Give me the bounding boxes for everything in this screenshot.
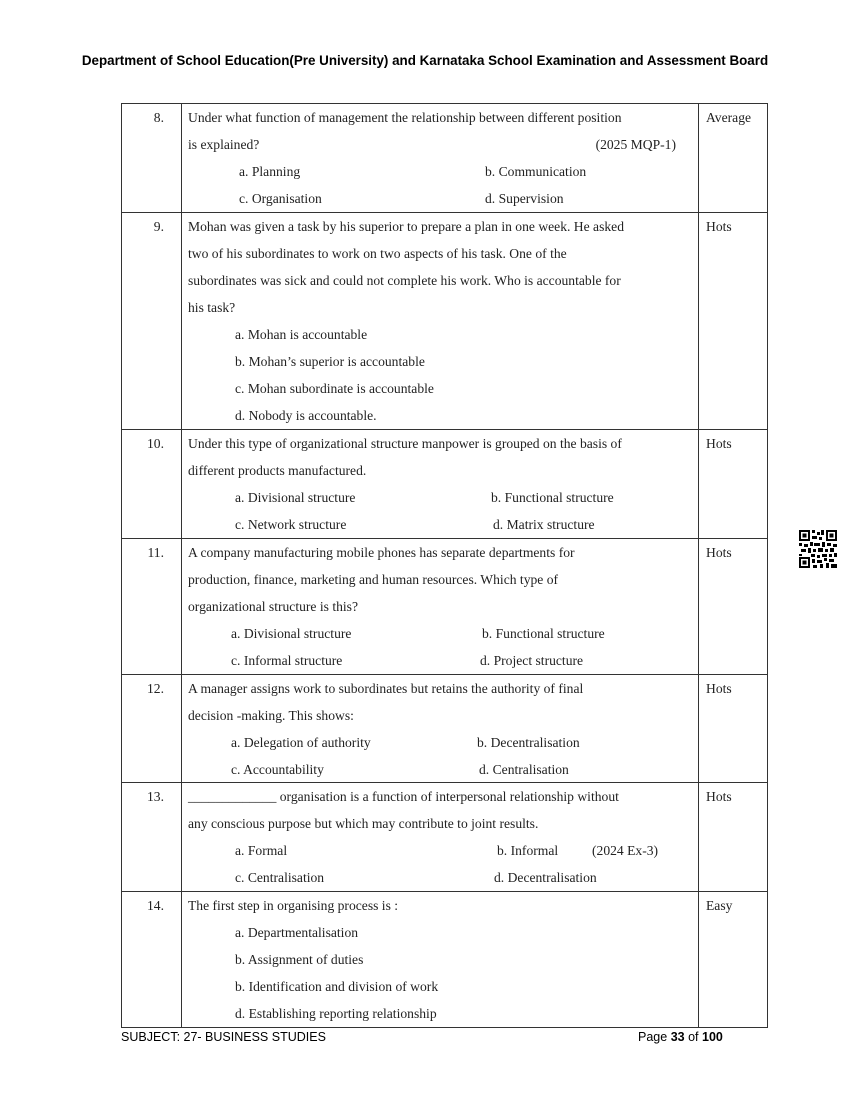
option: a. Mohan is accountable: [235, 327, 368, 342]
page-number: 33: [670, 1030, 685, 1044]
question-number: 10.: [122, 430, 182, 539]
option-row: [188, 158, 694, 185]
of-label: of: [688, 1030, 699, 1044]
table-row: [122, 539, 768, 675]
option-row: [188, 729, 694, 756]
question-cell: [182, 675, 699, 783]
total-pages: 100: [702, 1030, 723, 1044]
option: a. Planning: [239, 164, 301, 179]
question-cell: [182, 430, 699, 539]
option: d. Project structure: [480, 653, 584, 668]
option-row: [188, 484, 694, 511]
option-row: [188, 185, 694, 212]
difficulty-level: Hots: [699, 213, 768, 430]
question-line: different products manufactured.: [188, 463, 367, 478]
option: a. Divisional structure: [231, 626, 352, 641]
option: d. Decentralisation: [494, 870, 597, 885]
option: c. Mohan subordinate is accountable: [235, 381, 434, 396]
question-line: The first step in organising process is :: [188, 898, 399, 913]
table-row: [122, 430, 768, 539]
question-number: 9.: [122, 213, 182, 430]
option: d. Supervision: [485, 191, 564, 206]
question-cell: [182, 213, 699, 430]
option: c. Informal structure: [231, 653, 343, 668]
option-row: [188, 321, 694, 348]
option: b. Functional structure: [491, 490, 614, 505]
option: a. Divisional structure: [235, 490, 356, 505]
question-line-with-source: [188, 131, 694, 158]
question-line: subordinates was sick and could not complete his work. Who is accountable for: [188, 273, 621, 288]
option-row: [188, 647, 694, 674]
option: a. Formal: [235, 843, 288, 858]
option: b. Functional structure: [482, 626, 605, 641]
option-row: [188, 864, 694, 891]
table-row: [122, 892, 768, 1028]
question-cell: [182, 892, 699, 1028]
question-number: 14.: [122, 892, 182, 1028]
question-line: Under what function of management the relationship between different position: [188, 110, 622, 125]
option: d. Centralisation: [479, 762, 569, 777]
footer-page-indicator: [638, 1030, 723, 1044]
question-line: Under this type of organizational structure manpower is grouped on the basis of: [188, 436, 622, 451]
question-table: [121, 103, 768, 1028]
question-cell: [182, 539, 699, 675]
difficulty-level: Hots: [699, 430, 768, 539]
question-line: A manager assigns work to subordinates but retains the authority of final: [188, 681, 584, 696]
option: a. Delegation of authority: [231, 735, 371, 750]
option: d. Matrix structure: [493, 517, 595, 532]
question-line: decision -making. This shows:: [188, 708, 354, 723]
question-line: two of his subordinates to work on two aspects of his task. One of the: [188, 246, 567, 261]
table-row: [122, 783, 768, 892]
option-row: [188, 919, 694, 946]
table-row: [122, 213, 768, 430]
table-row: [122, 104, 768, 213]
option-row: [188, 348, 694, 375]
difficulty-level: Average: [699, 104, 768, 213]
question-number: 13.: [122, 783, 182, 892]
option-row: [188, 946, 694, 973]
footer-subject: SUBJECT: 27- BUSINESS STUDIES: [121, 1030, 326, 1044]
option-row: [188, 375, 694, 402]
option-row: [188, 402, 694, 429]
question-number: 8.: [122, 104, 182, 213]
option: c. Network structure: [235, 517, 347, 532]
difficulty-level: Hots: [699, 675, 768, 783]
question-line: any conscious purpose but which may contribute to joint results.: [188, 816, 539, 831]
difficulty-level: Hots: [699, 783, 768, 892]
option: b. Decentralisation: [477, 735, 580, 750]
page-label: Page: [638, 1030, 668, 1044]
question-number: 12.: [122, 675, 182, 783]
option: b. Mohan’s superior is accountable: [235, 354, 425, 369]
option: b. Assignment of duties: [235, 952, 364, 967]
question-cell: [182, 104, 699, 213]
table-row: [122, 675, 768, 783]
option: c. Organisation: [239, 191, 322, 206]
option-row: [188, 620, 694, 647]
question-line: is explained?: [188, 137, 260, 152]
question-source: (2025 MQP-1): [595, 137, 676, 152]
option-row: [188, 1000, 694, 1027]
option: c. Accountability: [231, 762, 324, 777]
question-line: A company manufacturing mobile phones has separate departments for: [188, 545, 575, 560]
difficulty-level: Easy: [699, 892, 768, 1028]
option-row: [188, 837, 694, 864]
option: b. Communication: [485, 164, 587, 179]
question-line: production, finance, marketing and human resources. Which type of: [188, 572, 559, 587]
question-line: organizational structure is this?: [188, 599, 359, 614]
question-line: Mohan was given a task by his superior to prepare a plan in one week. He asked: [188, 219, 625, 234]
question-line: _____________ organisation is a function of interpersonal relationship without: [188, 789, 619, 804]
option: d. Nobody is accountable.: [235, 408, 377, 423]
question-number: 11.: [122, 539, 182, 675]
option-row: [188, 511, 694, 538]
question-cell: [182, 783, 699, 892]
option-row: [188, 973, 694, 1000]
option: b. Informal: [497, 843, 559, 858]
page-header: Department of School Education(Pre University) and Karnataka School Examination and Assessment Board: [81, 53, 769, 68]
option: a. Departmentalisation: [235, 925, 359, 940]
qr-code-icon: [799, 530, 837, 568]
question-source: (2024 Ex-3): [592, 843, 659, 858]
option-row: [188, 756, 694, 782]
option: d. Establishing reporting relationship: [235, 1006, 437, 1021]
option: c. Centralisation: [235, 870, 325, 885]
option: b. Identification and division of work: [235, 979, 439, 994]
question-line: his task?: [188, 300, 236, 315]
difficulty-level: Hots: [699, 539, 768, 675]
